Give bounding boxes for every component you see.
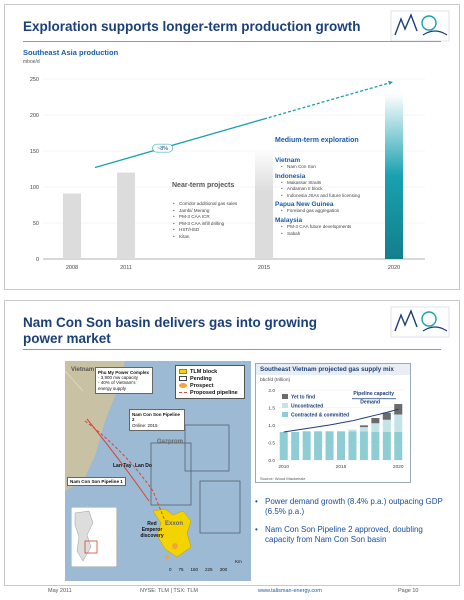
region-item: • Andaman II block [281,186,405,193]
region-item: • Sabah [281,231,405,238]
legend-label: Uncontracted [291,403,324,410]
legend-swatch [282,403,288,408]
callout-phu-my-line: - 3,900 mw capacity [98,375,139,381]
callout-phu-my-title: Phu My Power Complex [98,370,150,375]
inset-map [71,507,117,567]
production-bar [255,147,273,259]
unit-label: mboe/d [23,59,40,65]
medium-term-heading: Medium-term exploration [275,137,359,144]
supply-bar-segment [394,404,402,415]
legend-pending [179,375,241,382]
supply-bar-segment [348,431,356,460]
slide-exploration [4,4,460,290]
callout-pipeline-2-date: Online: 2015 [132,422,158,428]
slide-nam-con-son [4,300,460,586]
y-tick-label: 0.0 [268,459,275,464]
map-label-lan-do: Lan Do [135,463,152,469]
gas-chart-unit: bbcf/d (trillion) [260,378,291,383]
supply-bar-segment [291,432,299,460]
map-label-lan-tay: Lan Tay [113,463,132,469]
y-tick-label: 1.5 [268,406,275,412]
legend-label: Prospect [190,382,214,389]
supply-bar-segment [371,418,379,423]
near-term-list [173,201,253,241]
map-label-exxon: Exxon [165,521,184,527]
supply-bar-segment [371,432,379,460]
map-legend [175,365,245,399]
region-heading: Papua New Guinea [275,201,334,209]
legend-swatch [282,394,288,399]
footer-date: May 2011 [48,588,72,594]
legend-label: Contracted & committed [291,412,350,419]
legend-label: Yet to find [291,394,316,401]
basin-map [65,361,251,581]
scale-tick: 150 [190,567,199,572]
x-tick-label: 2008 [65,265,79,271]
slide2-title-line1: Nam Con Son basin delivers gas into growing [23,315,318,330]
y-tick-label: 150 [29,149,39,155]
callout-phu-my-line: energy supply [98,385,127,391]
x-tick-label: 2015 [335,465,347,470]
production-chart [5,5,460,290]
footer-page: Page 10 [398,588,419,594]
legend-label: TLM block [190,368,218,375]
x-tick-label: 2020 [392,465,404,470]
region-item: • Nam Con Son [281,164,405,171]
legend-swatch [282,412,288,417]
supply-bar-segment [360,431,368,460]
near-term-item: • PM-3 CAA ICR [173,214,253,221]
y-tick-label: 0.5 [268,441,275,447]
legend-proposed-pipeline [179,389,241,396]
legend-tlm-block [179,368,241,375]
y-tick-label: 200 [29,113,39,119]
near-term-item: • Kitan [173,234,253,241]
trend-arrowhead [388,81,393,85]
talisman-logo-icon [389,305,451,339]
supply-bar-segment [337,431,345,460]
supply-bar-segment [394,432,402,460]
capacity-label: Pipeline capacity [353,390,394,397]
legend-swatch [179,383,187,388]
x-tick-label: 2020 [387,265,401,271]
medium-term-list [275,155,405,237]
near-term-item: • HST/HSD [173,227,253,234]
slide2-bullets [255,497,451,545]
footer-ticker: NYSE: TLM | TSX: TLM [140,588,198,594]
legend-prospect [179,382,241,389]
callout-phu-my-line: - 40% of Vietnam's [98,380,136,386]
bullet-item: • Power demand growth (8.4% p.a.) outpacing GDP (6.5% p.a.) [255,497,443,516]
legend-label: Proposed pipeline [190,389,238,396]
region-heading: Malaysia [275,216,303,224]
callout-pipeline-2-title: Nam Con Son Pipeline 2 [132,412,181,423]
scale-unit: Km [235,559,242,564]
supply-bar-segment [360,427,368,431]
gas-supply-chart [256,384,412,484]
scale-tick: 300 [219,567,228,572]
chart-subtitle: Southeast Asia production [23,48,119,57]
supply-bar-segment [383,420,391,432]
callout-pipeline-2 [129,409,185,431]
footer-url[interactable]: www.talisman-energy.com [258,588,322,594]
region-items [275,180,405,200]
supply-bar-segment [394,415,402,433]
bullet-text: Power demand growth (8.4% p.a.) outpacing GDP (6.5% p.a.) [265,497,443,516]
production-bar [63,193,81,259]
supply-bar-segment [314,431,322,460]
x-tick-label: 2011 [120,265,132,271]
bullet-item: • Nam Con Son Pipeline 2 approved, doubling capacity from Nam Con Son basin [255,525,423,544]
slide1-title: Exploration supports longer-term production growth [23,19,361,34]
scale-tick: 75 [178,567,184,572]
near-term-item: • PM-3 CAA infill drilling [173,221,253,228]
demand-label: Demand [360,399,380,406]
supply-bar-segment [383,413,391,420]
y-tick-label: 250 [29,77,39,83]
gas-chart-source: Source: Wood Mackenzie [260,476,306,481]
callout-pipeline-1: Nam Con Son Pipeline 1 [67,477,126,486]
supply-bar-segment [326,431,334,460]
map-country-label: Vietnam [71,367,95,373]
map-label-gazprom: Gazprom [157,439,184,445]
gas-chart-title-text: Southeast Vietnam projected gas supply mix [260,366,394,373]
y-tick-label: 1.0 [268,424,275,429]
supply-bar-segment [303,431,311,460]
scale-tick: 0 [169,567,172,572]
gas-chart-title [256,364,410,375]
growth-label: ~8% [157,146,169,153]
callout-phu-my [95,367,153,394]
region-heading: Indonesia [275,172,306,180]
supply-bar-segment [348,430,356,432]
slide2-title-line2: power market [23,331,111,346]
region-items [275,224,405,237]
region-item: • PM-3 CAA future developments [281,224,405,231]
gas-supply-panel [255,363,411,483]
region-items [275,208,405,215]
region-item: • Makassar Straits [281,180,405,187]
near-term-heading: Near-term projects [172,182,235,189]
near-term-item: • Corridor additional gas sales [173,201,253,208]
bullet-text: Nam Con Son Pipeline 2 approved, doubling capacity from Nam Con Son basin [265,525,423,544]
trend-line-projected [264,82,393,119]
supply-bar-segment [371,423,379,432]
map-scale [169,567,227,572]
legend-swatch [179,376,187,381]
near-term-item: • Jambi/ Merang [173,208,253,215]
region-item: • Indonesia JSAs and future licensing [281,193,405,200]
region-items [275,164,405,171]
y-tick-label: 50 [32,221,39,227]
y-tick-label: 0 [35,257,39,263]
supply-bar-segment [280,432,288,460]
y-tick-label: 2.0 [268,389,275,394]
supply-bar-segment [360,425,368,427]
scale-tick: 225 [205,567,213,572]
region-item: • Foreland gas aggregation [281,208,405,215]
map-label-red-emperor: Red Emperor discovery [140,521,164,539]
y-tick-label: 100 [29,185,39,191]
x-tick-label: 2010 [278,465,290,470]
x-tick-label: 2015 [257,265,271,271]
trend-line [95,119,264,168]
title-rule [23,349,441,350]
region-heading: Vietnam [275,157,301,164]
legend-swatch [179,392,187,393]
legend-label: Pending [190,375,212,382]
legend-swatch [179,369,187,374]
production-bar [117,173,135,259]
supply-bar-segment [383,432,391,460]
